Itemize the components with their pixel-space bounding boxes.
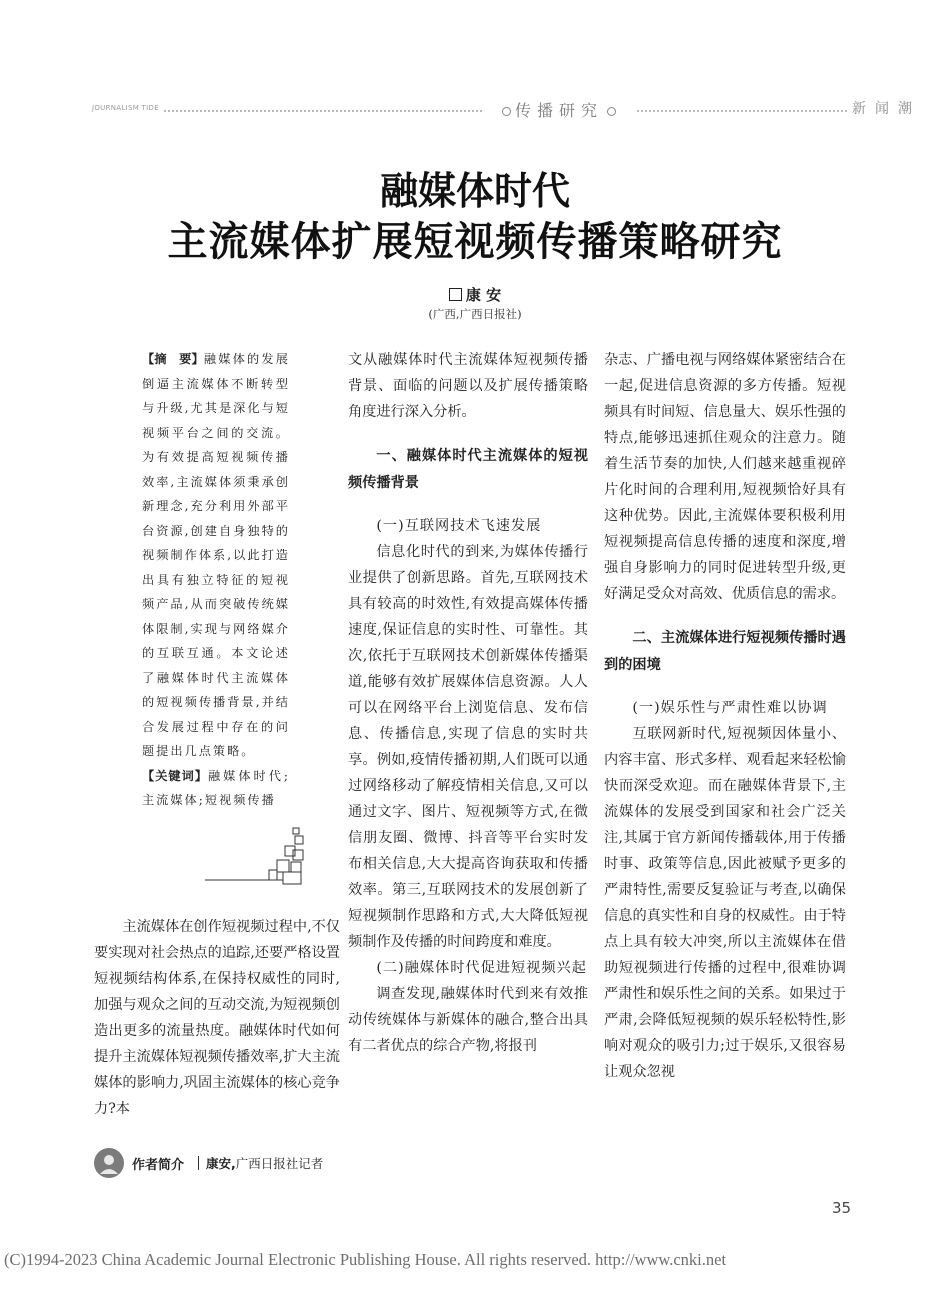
paragraph: 信息化时代的到来,为媒体传播行业提供了创新思路。首先,互联网技术具有较高的时效性,有效提高媒体传播速度,保证信息的实时性、可靠性。其次,依托于互联网技术创新媒体传播渠道,能够有效扩展媒体信息资源。人人可以在网络平台上浏览信息、发布信息、传播信息,实现了信息的实时共享。例如,疫情传播初期,人们既可以通过网络移动了解疫情相关信息,又可以通过文字、图片、短视频等方式,在微信朋友圈、微博、抖音等平台实时发布相关信息,大大提高咨询获取和传播效率。第三,互联网技术的发展创新了短视频制作思路和方式,大大降低短视频制作及传播的时间跨度和难度。 — [348, 544, 588, 950]
column-3 — [604, 347, 846, 1085]
header-dotted-rule — [637, 110, 847, 112]
subsection-heading: (二)融媒体时代促进短视频兴起 — [376, 960, 587, 976]
keywords-text: 融媒体时代;主流媒体;短视频传播 — [142, 768, 291, 807]
header-dotted-rule — [164, 110, 482, 112]
bio-text: 康安,广西日报社记者 — [206, 1156, 324, 1171]
author-name: 康 安 — [0, 284, 950, 305]
subsection-heading: (一)互联网技术飞速发展 — [376, 518, 542, 534]
paragraph: 调查发现,融媒体时代到来有效推动传统媒体与新媒体的融合,整合出具有二者优点的综合产物,将报刊 — [348, 986, 588, 1054]
column-1 — [94, 914, 340, 1122]
journal-english-name: JOURNALISM TIDE — [92, 104, 159, 112]
ring-icon — [502, 107, 511, 116]
title-line-2: 主流媒体扩展短视频传播策略研究 — [167, 218, 783, 265]
paragraph: 文从融媒体时代主流媒体短视频传播背景、面临的问题以及扩展传播策略角度进行深入分析。 — [348, 352, 588, 420]
paragraph: 杂志、广播电视与网络媒体紧密结合在一起,促进信息资源的多方传播。短视频具有时间短、信息量大、娱乐性强的特点,能够迅速抓住观众的注意力。随着生活节奏的加快,人们越来越重视碎片化时间的合理利用,短视频恰好具有这种优势。因此,主流媒体要积极利用短视频提高信息传播的速度和深度,增强自身影响力的同时促进转型升级,更好满足受众对高效、优质信息的需求。 — [604, 352, 846, 602]
subsection-heading: (一)娱乐性与严肃性难以协调 — [632, 700, 828, 716]
divider — [198, 1156, 199, 1170]
author-affiliation: (广西,广西日报社) — [428, 307, 522, 321]
author-bio — [94, 1147, 394, 1179]
keywords-label: 【关键词】 — [142, 768, 208, 783]
section-heading: 二、主流媒体进行短视频传播时遇到的困境 — [604, 630, 846, 673]
ring-icon — [607, 107, 616, 116]
intro-paragraph: 主流媒体在创作短视频过程中,不仅要实现对社会热点的追踪,还要严格设置短视频结构体系,在保持权威性的同时,加强与观众之间的互动交流,为短视频创造出更多的流量热度。融媒体时代如何提升主流媒体短视频传播效率,扩大主流媒体的影响力,巩固主流媒体的核心竞争力?本 — [94, 919, 340, 1117]
journal-chinese-name: 新闻潮 — [852, 101, 921, 117]
avatar-icon — [94, 1148, 124, 1178]
abstract — [142, 347, 290, 813]
decorative-ornament — [205, 826, 305, 886]
bio-label: 作者简介 — [132, 1158, 185, 1173]
section-label: 传播研究 — [484, 98, 634, 121]
square-icon — [449, 288, 462, 301]
column-2 — [348, 347, 588, 1059]
paragraph: 互联网新时代,短视频因体量小、内容丰富、形式多样、观看起来轻松愉快而深受欢迎。而在融媒体背景下,主流媒体的发展受到国家和社会广泛关注,其属于官方新闻传播载体,用于传播时事、政策等信息,因此被赋予更多的严肃特性,需要反复验证与考查,以确保信息的真实性和自身的权威性。由于特点上具有较大冲突,所以主流媒体在借助短视频进行传播的过程中,很难协调严肃性和娱乐性之间的关系。如果过于严肃,会降低短视频的娱乐轻松特性,影响对观众的吸引力;过于娱乐,又很容易让观众忽视 — [604, 726, 846, 1080]
abstract-text: 融媒体的发展倒逼主流媒体不断转型与升级,尤其是深化与短视频平台之间的交流。为有效提高短视频传播效率,主流媒体须秉承创新理念,充分利用外部平台资源,创建自身独特的视频制作体系,以此打造出具有独立特征的短视频产品,从而突破传统媒体限制,实现与网络媒介的互联互通。本文论述了融媒体时代主流媒体的短视频传播背景,并结合发展过程中存在的问题提出几点策略。 — [142, 352, 290, 758]
copyright-footer: (C)1994-2023 China Academic Journal Electronic Publishing House. All rights reserved. http://www.cnki.net — [4, 1250, 727, 1269]
page-number: 35 — [832, 1199, 852, 1217]
running-header — [92, 96, 921, 126]
title-line-1: 融媒体时代 — [379, 168, 570, 213]
section-heading: 一、融媒体时代主流媒体的短视频传播背景 — [348, 448, 588, 491]
abstract-label: 【摘 要】 — [142, 352, 204, 366]
